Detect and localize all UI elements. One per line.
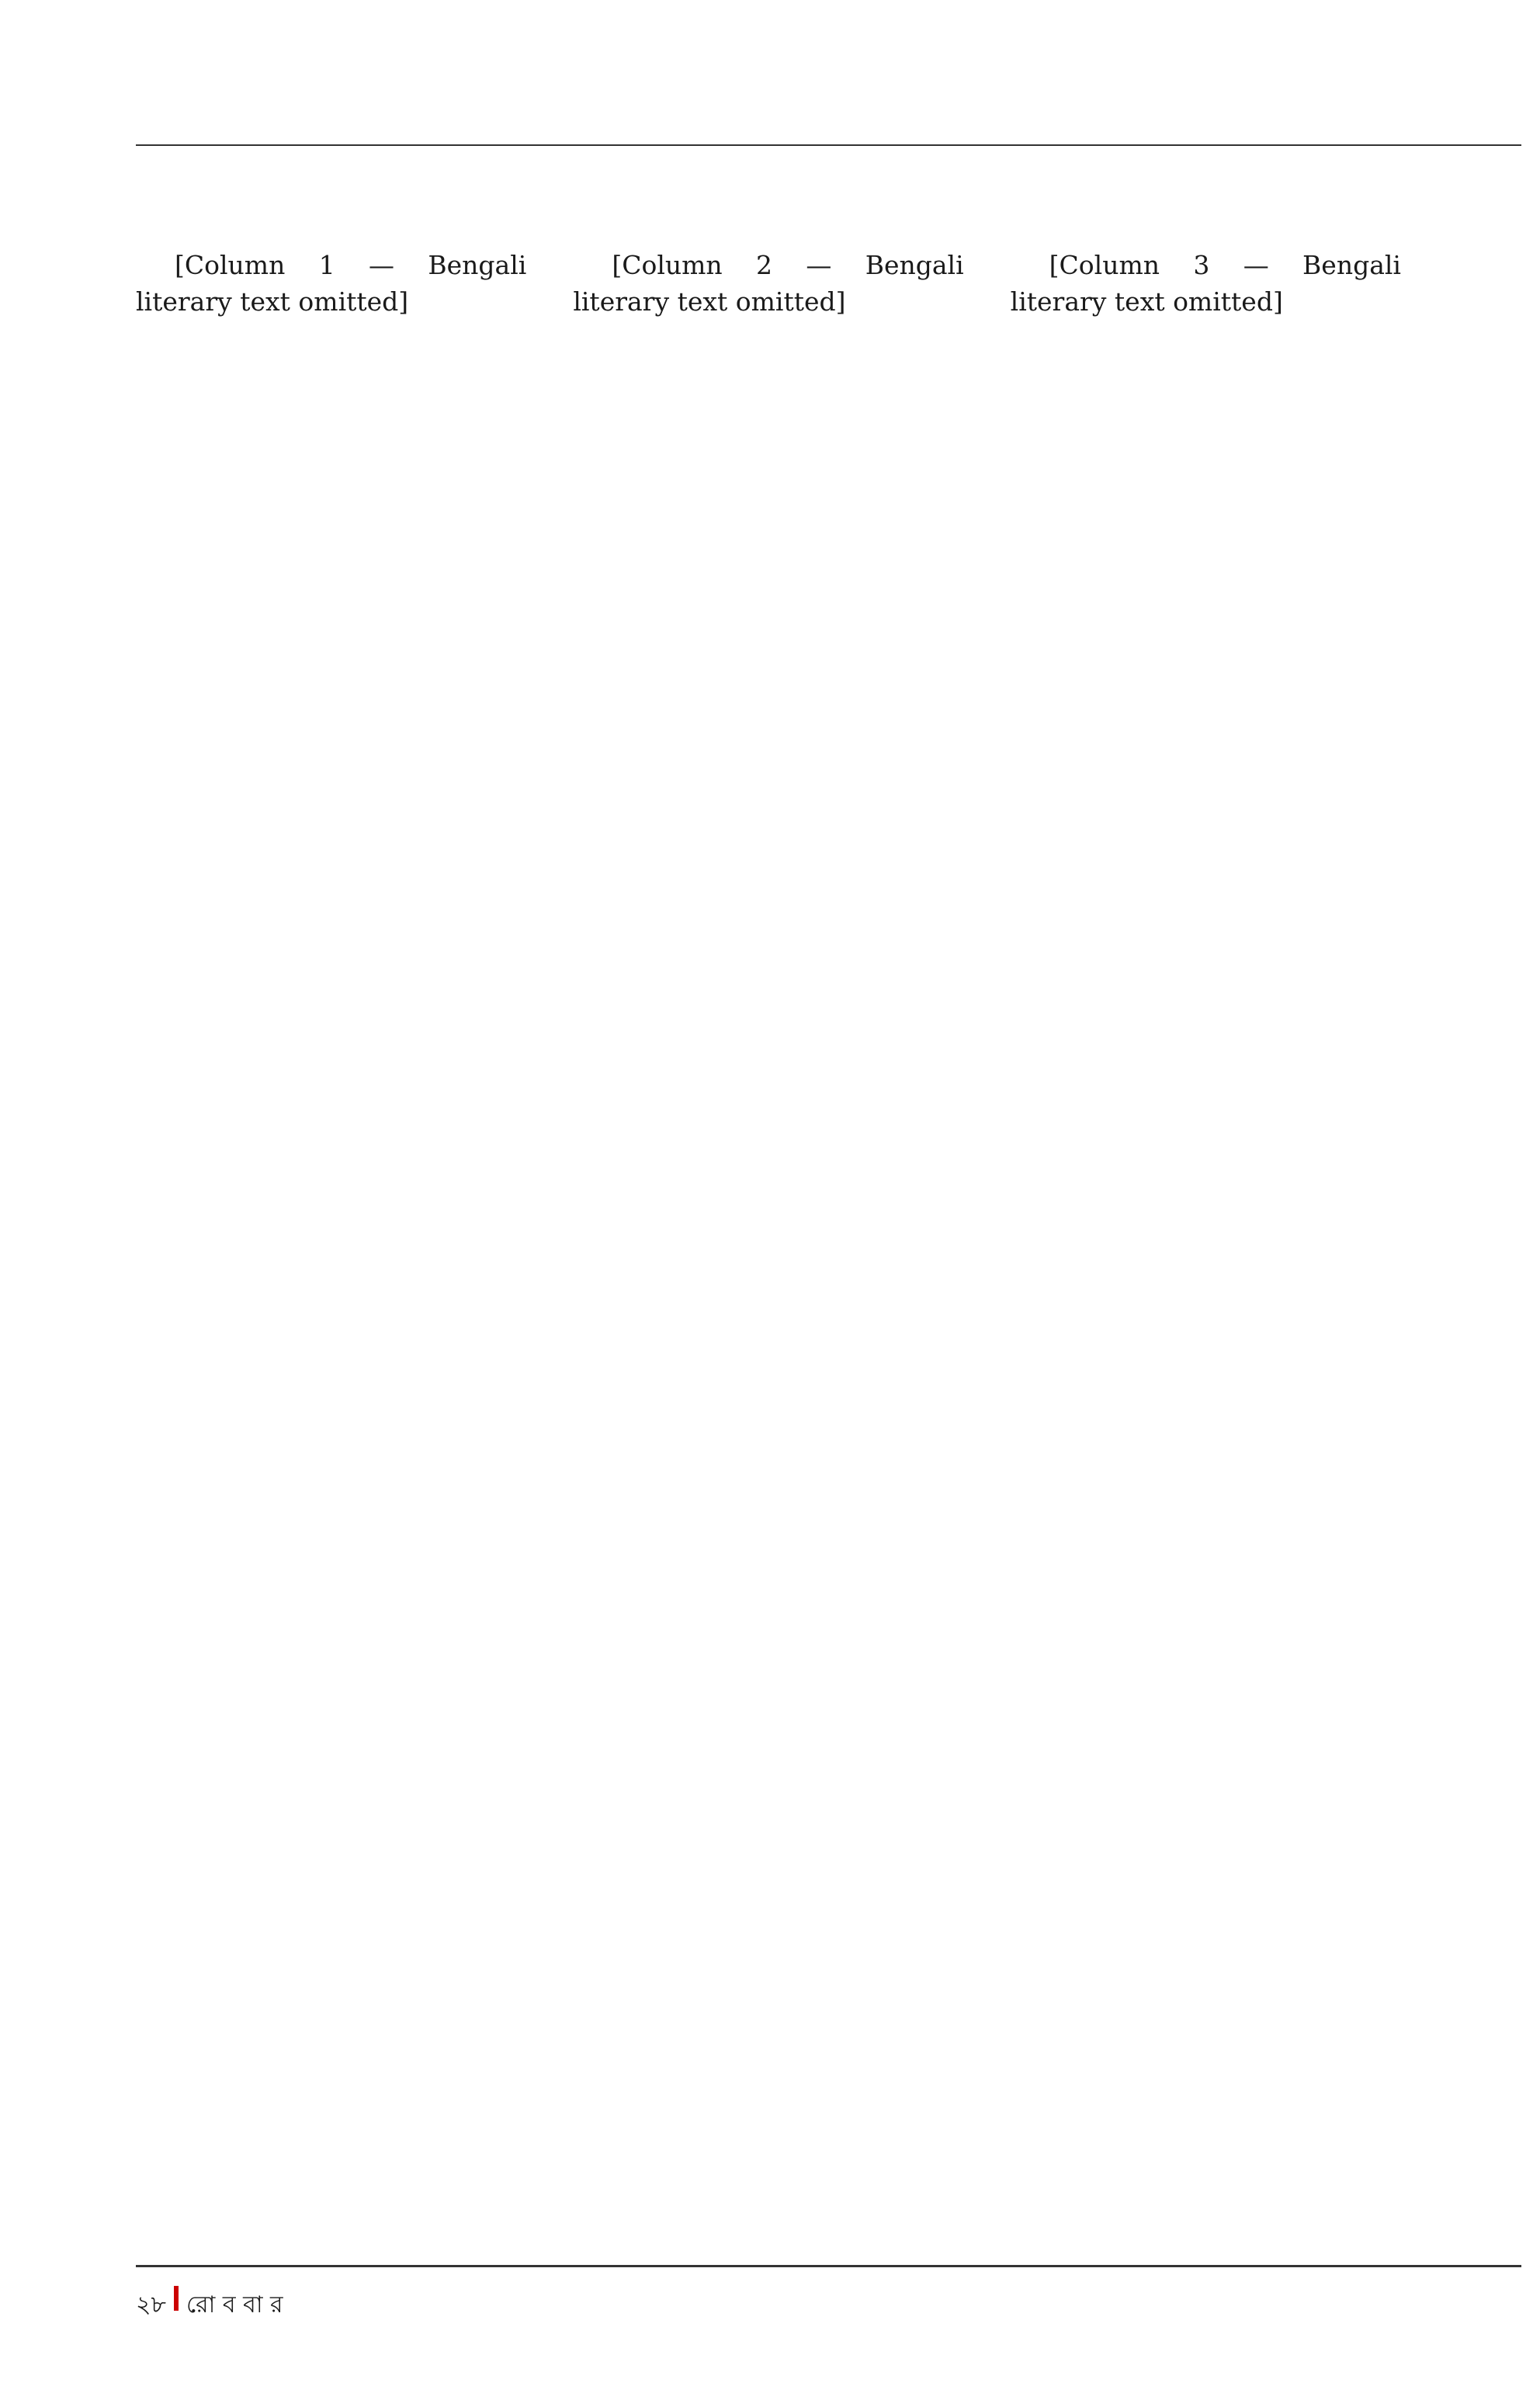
column-3	[1011, 247, 1401, 2234]
top-rule	[136, 144, 1521, 146]
bottom-rule	[136, 2265, 1521, 2267]
paragraph: [Column 1 — Bengali literary text omitted]	[136, 250, 527, 317]
magazine-name: রো ব বা র	[186, 2291, 283, 2318]
article-body	[136, 247, 1401, 2234]
column-1	[136, 247, 526, 2234]
paragraph: [Column 3 — Bengali literary text omitted]	[1010, 250, 1401, 317]
paragraph: [Column 2 — Bengali literary text omitted]	[573, 250, 964, 317]
page-number: ২৮	[136, 2291, 166, 2318]
column-2	[573, 247, 963, 2234]
footer-divider	[174, 2286, 179, 2311]
page-footer	[136, 2286, 283, 2325]
